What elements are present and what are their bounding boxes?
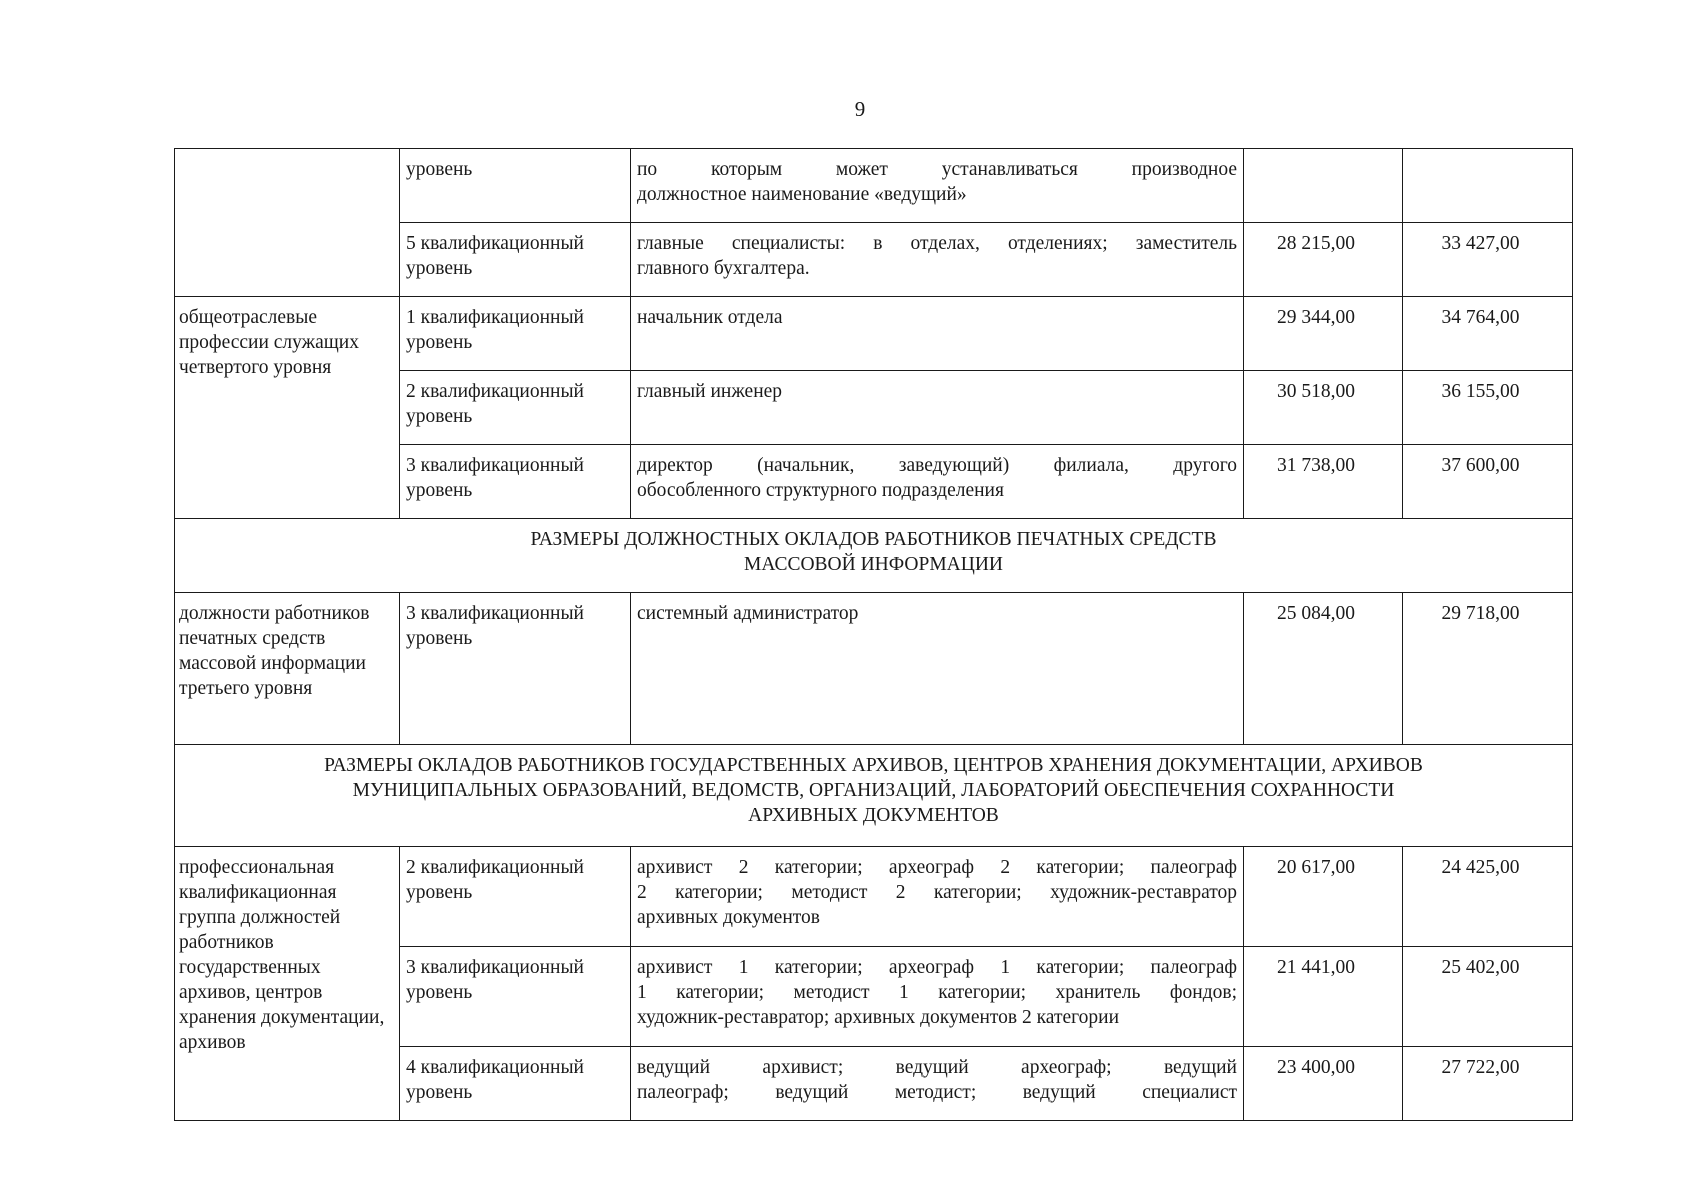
min-salary-cell: 21 441,00 [1244, 947, 1403, 1047]
position-line: архивных документов [637, 907, 820, 928]
position-line: художник-реставратор; архивных документов 2 категории [637, 1007, 1120, 1028]
level-cell: 2 квалификационный уровень [400, 371, 631, 445]
position-line: должностное наименование «ведущий» [637, 184, 967, 205]
position-cell [631, 847, 1244, 947]
level-cell: 4 квалификационный уровень [400, 1047, 631, 1121]
min-salary-cell: 25 084,00 [1244, 593, 1403, 745]
table-row [175, 149, 1573, 223]
table-row [175, 297, 1573, 371]
min-salary-cell: 30 518,00 [1244, 371, 1403, 445]
position-line: обособленного структурного подразделения [637, 480, 1004, 501]
min-salary-cell: 31 738,00 [1244, 445, 1403, 519]
section-header [175, 745, 1573, 847]
max-salary-cell: 34 764,00 [1403, 297, 1573, 371]
position-cell [631, 371, 1244, 445]
position-line: 1 категории; методист 1 категории; хранитель фондов; [637, 982, 1237, 1003]
level-cell: 3 квалификационный уровень [400, 593, 631, 745]
min-salary-cell: 20 617,00 [1244, 847, 1403, 947]
position-cell [631, 947, 1244, 1047]
position-line: 2 категории; методист 2 категории; художник-реставратор [637, 882, 1237, 903]
section-header-line: МУНИЦИПАЛЬНЫХ ОБРАЗОВАНИЙ, ВЕДОМСТВ, ОРГАНИЗАЦИЙ, ЛАБОРАТОРИЙ ОБЕСПЕЧЕНИЯ СОХРАННОСТИ [352, 780, 1395, 801]
position-line: системный администратор [637, 603, 859, 624]
max-salary-cell: 33 427,00 [1403, 223, 1573, 297]
section-header-row [175, 519, 1573, 593]
position-line: главный инженер [637, 381, 783, 402]
position-line: архивист 1 категории; археограф 1 категории; палеограф [637, 957, 1237, 978]
position-line: главного бухгалтера. [637, 258, 810, 279]
level-cell: 1 квалификационный уровень [400, 297, 631, 371]
level-cell: 5 квалификационный уровень [400, 223, 631, 297]
position-line: главные специалисты: в отделах, отделениях; заместитель [637, 233, 1237, 254]
position-cell [631, 297, 1244, 371]
group-cell [175, 149, 400, 297]
max-salary-cell: 24 425,00 [1403, 847, 1573, 947]
max-salary-cell: 27 722,00 [1403, 1047, 1573, 1121]
position-line: директор (начальник, заведующий) филиала, другого [637, 455, 1237, 476]
max-salary-cell: 37 600,00 [1403, 445, 1573, 519]
max-salary-cell [1403, 149, 1573, 223]
page-number: 9 [854, 97, 866, 121]
section-header-row [175, 745, 1573, 847]
section-header-line: РАЗМЕРЫ ОКЛАДОВ РАБОТНИКОВ ГОСУДАРСТВЕННЫХ АРХИВОВ, ЦЕНТРОВ ХРАНЕНИЯ ДОКУМЕНТАЦИИ, АРХИВОВ [324, 755, 1423, 776]
position-cell [631, 1047, 1244, 1121]
section-header-line: РАЗМЕРЫ ДОЛЖНОСТНЫХ ОКЛАДОВ РАБОТНИКОВ ПЕЧАТНЫХ СРЕДСТВ [530, 529, 1217, 550]
position-line: по которым может устанавливаться производное [637, 159, 1237, 180]
max-salary-cell: 36 155,00 [1403, 371, 1573, 445]
position-line: архивист 2 категории; археограф 2 категории; палеограф [637, 857, 1237, 878]
group-cell: профессиональная квалификационная группа должностей работников государственных архивов, центров хранения документации, архивов [175, 847, 400, 1121]
table-row [175, 593, 1573, 745]
position-line: начальник отдела [637, 307, 783, 328]
position-cell [631, 149, 1244, 223]
salary-table [174, 148, 1573, 1121]
position-line: палеограф; ведущий методист; ведущий специалист [637, 1082, 1237, 1103]
level-cell: 2 квалификационный уровень [400, 847, 631, 947]
min-salary-cell: 23 400,00 [1244, 1047, 1403, 1121]
position-cell [631, 445, 1244, 519]
max-salary-cell: 29 718,00 [1403, 593, 1573, 745]
position-line: ведущий архивист; ведущий археограф; ведущий [637, 1057, 1237, 1078]
group-cell: общеотраслевые профессии служащих четвертого уровня [175, 297, 400, 519]
table-row [175, 847, 1573, 947]
section-header-line: МАССОВОЙ ИНФОРМАЦИИ [744, 554, 1003, 575]
max-salary-cell: 25 402,00 [1403, 947, 1573, 1047]
section-header-line: АРХИВНЫХ ДОКУМЕНТОВ [748, 805, 999, 826]
position-cell [631, 223, 1244, 297]
level-cell: 3 квалификационный уровень [400, 445, 631, 519]
min-salary-cell: 29 344,00 [1244, 297, 1403, 371]
min-salary-cell [1244, 149, 1403, 223]
min-salary-cell: 28 215,00 [1244, 223, 1403, 297]
group-cell: должности работников печатных средств массовой информации третьего уровня [175, 593, 400, 745]
level-cell: 3 квалификационный уровень [400, 947, 631, 1047]
position-cell [631, 593, 1244, 745]
level-cell: уровень [400, 149, 631, 223]
section-header [175, 519, 1573, 593]
